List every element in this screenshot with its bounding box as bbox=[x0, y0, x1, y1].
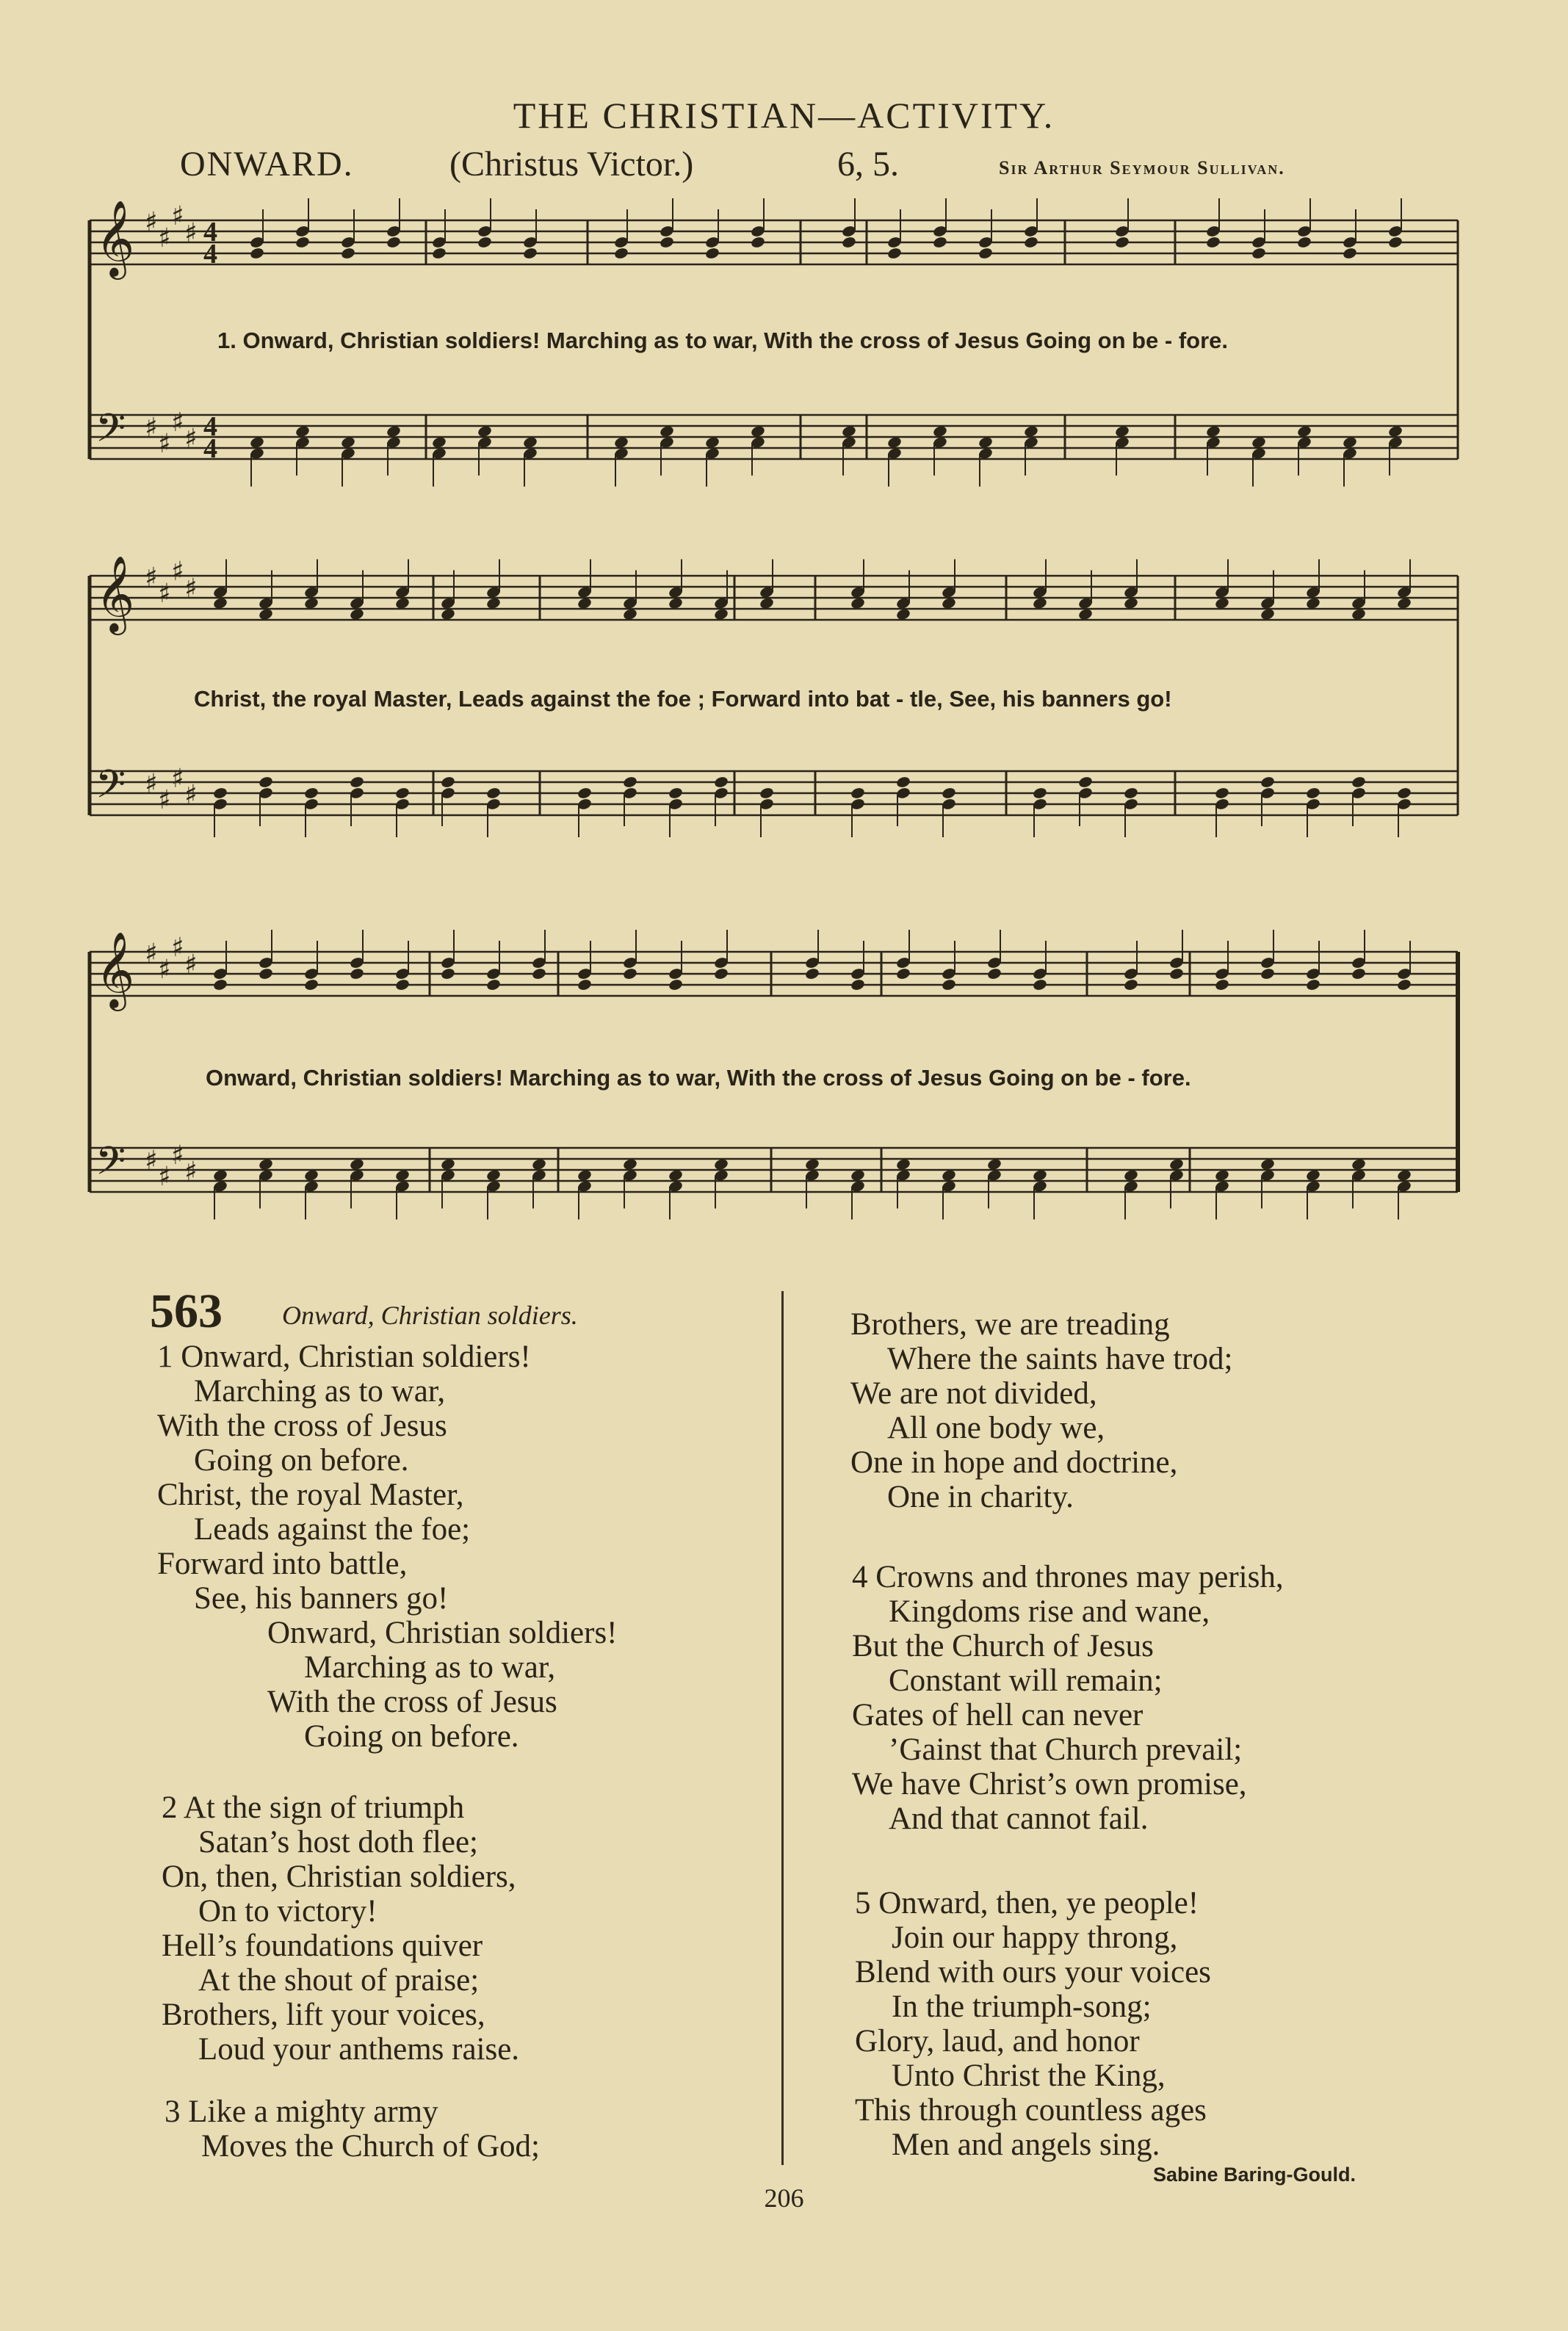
note-head bbox=[1023, 236, 1038, 249]
verse-line: Blend with ours your voices bbox=[855, 1955, 1211, 1990]
note-head bbox=[713, 776, 729, 789]
hymn-title: Onward, Christian soldiers. bbox=[282, 1301, 578, 1330]
page-number: 206 bbox=[764, 2183, 804, 2213]
note-head bbox=[941, 787, 956, 800]
note-head bbox=[1305, 978, 1320, 991]
note-head bbox=[1342, 247, 1357, 260]
music-system bbox=[0, 922, 1568, 1193]
composer: Sir Arthur Seymour Sullivan. bbox=[999, 157, 1285, 178]
sharp-icon: ♯ bbox=[145, 413, 158, 443]
sharp-icon: ♯ bbox=[171, 408, 184, 438]
note-head bbox=[1214, 787, 1229, 800]
note-head bbox=[1387, 236, 1403, 249]
verse-line: Join our happy throng, bbox=[892, 1920, 1178, 1955]
note-head bbox=[1205, 236, 1221, 249]
note-head bbox=[895, 776, 911, 789]
sharp-icon: ♯ bbox=[145, 939, 158, 969]
note-head bbox=[704, 247, 720, 260]
note-head bbox=[485, 787, 501, 800]
bass-clef-icon: 𝄢 bbox=[95, 406, 126, 460]
verse-line: Leads against the foe; bbox=[194, 1512, 471, 1547]
note-head bbox=[804, 967, 820, 980]
verse-line: Forward into battle, bbox=[157, 1547, 408, 1581]
note-head bbox=[295, 236, 310, 249]
verse-line: 5 Onward, then, ye people! bbox=[855, 1886, 1199, 1920]
tune-name: ONWARD. bbox=[180, 145, 354, 184]
sharp-icon: ♯ bbox=[158, 429, 171, 459]
note-head bbox=[841, 236, 856, 249]
verse-line: With the cross of Jesus bbox=[267, 1685, 557, 1719]
note-head bbox=[1351, 967, 1366, 980]
note-head bbox=[895, 967, 911, 980]
verse-line: At the shout of praise; bbox=[198, 1963, 480, 1998]
note-head bbox=[1260, 967, 1275, 980]
note-head bbox=[1114, 236, 1130, 249]
verse-line: Brothers, we are treading bbox=[850, 1307, 1170, 1342]
sharp-icon: ♯ bbox=[171, 201, 184, 231]
note-head bbox=[886, 247, 902, 260]
verse-line: Brothers, lift your voices, bbox=[162, 1998, 485, 2032]
note-head bbox=[1251, 247, 1266, 260]
verse-line: Moves the Church of God; bbox=[201, 2129, 540, 2164]
verse-line: One in hope and doctrine, bbox=[850, 1445, 1178, 1480]
note-head bbox=[932, 236, 947, 249]
verse-line: We have Christ’s own promise, bbox=[852, 1767, 1247, 1801]
note-head bbox=[622, 967, 637, 980]
note-head bbox=[1123, 978, 1138, 991]
verse-line: Marching as to war, bbox=[304, 1650, 556, 1685]
sharp-icon: ♯ bbox=[145, 563, 158, 593]
verse-line: Christ, the royal Master, bbox=[157, 1478, 464, 1512]
verse-line: Hell’s foundations quiver bbox=[162, 1929, 483, 1963]
note-head bbox=[659, 236, 674, 249]
verse-line: 4 Crowns and thrones may perish, bbox=[852, 1560, 1284, 1594]
treble-clef-icon: 𝄞 bbox=[95, 555, 135, 632]
verse-line: 2 At the sign of triumph bbox=[162, 1790, 465, 1825]
sharp-icon: ♯ bbox=[158, 785, 171, 815]
verse-line: See, his banners go! bbox=[194, 1581, 449, 1616]
note-head bbox=[1077, 776, 1093, 789]
sharp-icon: ♯ bbox=[145, 769, 158, 799]
sharp-icon: ♯ bbox=[145, 207, 158, 237]
note-head bbox=[1168, 967, 1184, 980]
note-head bbox=[303, 978, 319, 991]
note-head bbox=[349, 967, 364, 980]
sharp-icon: ♯ bbox=[184, 1157, 198, 1187]
note-head bbox=[386, 236, 401, 249]
verse-line: One in charity. bbox=[887, 1480, 1074, 1514]
time-signature: 4 bbox=[203, 217, 217, 247]
sharp-icon: ♯ bbox=[184, 950, 198, 980]
verse-line: All one body we, bbox=[887, 1411, 1105, 1445]
bass-clef-icon: 𝄢 bbox=[95, 762, 126, 817]
verse-line: Unto Christ the King, bbox=[892, 2059, 1166, 2093]
tune-alternate-name: (Christus Victor.) bbox=[449, 145, 694, 184]
sharp-icon: ♯ bbox=[184, 780, 198, 810]
verse-line: Men and angels sing. bbox=[892, 2128, 1160, 2162]
note-head bbox=[622, 776, 637, 789]
verse-2 bbox=[162, 1790, 519, 2067]
verse-line: On to victory! bbox=[198, 1894, 377, 1929]
note-head bbox=[349, 776, 364, 789]
note-head bbox=[1396, 787, 1412, 800]
note-head bbox=[1296, 236, 1312, 249]
verse-line: Going on before. bbox=[304, 1719, 519, 1754]
verse-line: Satan’s host doth flee; bbox=[198, 1825, 478, 1860]
verse-line: ’Gainst that Church prevail; bbox=[889, 1732, 1243, 1767]
note-head bbox=[212, 787, 228, 800]
sharp-icon: ♯ bbox=[158, 223, 171, 253]
verse-3-start bbox=[165, 2095, 540, 2164]
note-head bbox=[668, 787, 683, 800]
verse-4 bbox=[852, 1560, 1284, 1836]
note-head bbox=[577, 787, 592, 800]
time-signature: 4 bbox=[203, 411, 217, 442]
sharp-icon: ♯ bbox=[171, 1141, 184, 1171]
note-head bbox=[1032, 978, 1047, 991]
verse-line: Kingdoms rise and wane, bbox=[889, 1594, 1210, 1629]
sharp-icon: ♯ bbox=[184, 218, 198, 248]
sharp-icon: ♯ bbox=[158, 955, 171, 985]
lyric-line-2: Christ, the royal Master, Leads against the foe ; Forward into bat - tle, See, his banners go! bbox=[194, 686, 1172, 712]
treble-clef-icon: 𝄞 bbox=[95, 931, 135, 1008]
note-head bbox=[1305, 787, 1320, 800]
verse-line: Marching as to war, bbox=[194, 1374, 446, 1409]
note-head bbox=[750, 236, 765, 249]
verse-5 bbox=[855, 1886, 1211, 2162]
verse-line: 3 Like a mighty army bbox=[165, 2095, 438, 2129]
note-head bbox=[340, 247, 355, 260]
note-head bbox=[394, 978, 410, 991]
lyric-line-1: 1. Onward, Christian soldiers! Marching as to war, With the cross of Jesus Going on be - fore. bbox=[217, 328, 1229, 353]
note-head bbox=[1032, 787, 1047, 800]
note-head bbox=[249, 247, 264, 260]
verse-line: Going on before. bbox=[194, 1443, 409, 1478]
note-head bbox=[713, 967, 729, 980]
note-head bbox=[440, 776, 455, 789]
verse-1 bbox=[157, 1340, 618, 1754]
note-head bbox=[522, 247, 538, 260]
section-title: THE CHRISTIAN—ACTIVITY. bbox=[513, 95, 1055, 136]
note-head bbox=[850, 978, 865, 991]
verse-line: This through countless ages bbox=[855, 2093, 1207, 2128]
note-head bbox=[613, 247, 629, 260]
note-head bbox=[440, 967, 455, 980]
sharp-icon: ♯ bbox=[184, 424, 198, 454]
verse-line: Gates of hell can never bbox=[852, 1698, 1144, 1732]
note-head bbox=[477, 236, 492, 249]
sharp-icon: ♯ bbox=[184, 574, 198, 604]
note-head bbox=[394, 787, 410, 800]
verse-line: Onward, Christian soldiers! bbox=[267, 1616, 618, 1650]
note-head bbox=[1351, 776, 1366, 789]
note-head bbox=[941, 978, 956, 991]
note-head bbox=[485, 978, 501, 991]
lyric-line-3: Onward, Christian soldiers! Marching as to war, With the cross of Jesus Going on be - fore. bbox=[206, 1065, 1191, 1091]
sharp-icon: ♯ bbox=[158, 579, 171, 609]
note-head bbox=[986, 967, 1002, 980]
sharp-icon: ♯ bbox=[171, 933, 184, 963]
note-head bbox=[850, 787, 865, 800]
verse-line: Where the saints have trod; bbox=[887, 1342, 1233, 1376]
note-head bbox=[978, 247, 993, 260]
note-head bbox=[531, 967, 546, 980]
bass-clef-icon: 𝄢 bbox=[95, 1139, 126, 1193]
verse-line: Glory, laud, and honor bbox=[855, 2024, 1140, 2059]
note-head bbox=[1260, 776, 1275, 789]
hymn-number: 563 bbox=[150, 1284, 223, 1338]
sharp-icon: ♯ bbox=[158, 1162, 171, 1192]
note-head bbox=[258, 776, 273, 789]
sharp-icon: ♯ bbox=[171, 764, 184, 794]
verse-line: 1 Onward, Christian soldiers! bbox=[157, 1340, 531, 1374]
verse-3-continued bbox=[850, 1307, 1232, 1514]
note-head bbox=[303, 787, 319, 800]
note-head bbox=[431, 247, 447, 260]
sharp-icon: ♯ bbox=[171, 557, 184, 587]
note-head bbox=[668, 978, 683, 991]
column-divider bbox=[781, 1291, 784, 2165]
hymn-author: Sabine Baring-Gould. bbox=[1153, 2164, 1356, 2186]
note-head bbox=[1396, 978, 1412, 991]
verse-line: In the triumph-song; bbox=[892, 1990, 1152, 2024]
note-head bbox=[258, 967, 273, 980]
note-head bbox=[212, 978, 228, 991]
music-system bbox=[0, 546, 1568, 817]
note-head bbox=[759, 787, 774, 800]
tune-meter: 6, 5. bbox=[837, 145, 899, 184]
verse-line: With the cross of Jesus bbox=[157, 1409, 447, 1443]
sharp-icon: ♯ bbox=[145, 1146, 158, 1176]
verse-line: Constant will remain; bbox=[889, 1663, 1163, 1698]
time-signature: 4 bbox=[203, 433, 217, 464]
verse-line: Loud your anthems raise. bbox=[198, 2032, 520, 2067]
music-system bbox=[0, 191, 1568, 464]
time-signature: 4 bbox=[203, 239, 217, 270]
note-head bbox=[1214, 978, 1229, 991]
treble-clef-icon: 𝄞 bbox=[95, 200, 135, 277]
verse-line: On, then, Christian soldiers, bbox=[162, 1860, 516, 1894]
note-head bbox=[577, 978, 592, 991]
verse-line: And that cannot fail. bbox=[889, 1801, 1149, 1836]
note-head bbox=[1123, 787, 1138, 800]
verse-line: We are not divided, bbox=[850, 1376, 1097, 1411]
verse-line: But the Church of Jesus bbox=[852, 1629, 1154, 1663]
